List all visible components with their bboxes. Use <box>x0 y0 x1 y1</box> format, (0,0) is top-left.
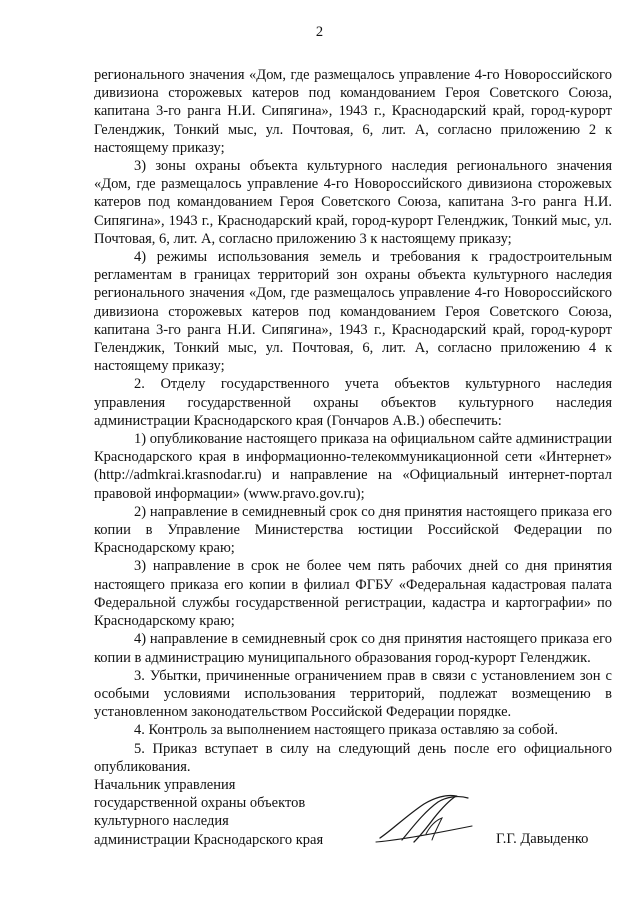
paragraph-continuation: регионального значения «Дом, где размещалось управление 4-го Новороссийского дивизиона сторожевых катеров под командованием Героя Советского Союза, капитана 3-го ранга Н.И. Сипягина», 1943 г., Краснодарский край, город-курорт Геленджик, Тонкий мыс, ул. Почтовая, 6, лит. А, согласно приложению 2 к настоящему приказу; <box>94 67 612 156</box>
paragraph-section-5: 5. Приказ вступает в силу на следующий день после его официального опубликования. <box>94 740 612 775</box>
page-number: 2 <box>315 24 324 40</box>
paragraph-item-4: 4) режимы использования земель и требования к градостроительным регламентам в границах территорий зон охраны объекта культурного наследия регионального значения «Дом, где размещалось управление 4-го Новороссийского дивизиона сторожевых катеров под командованием Героя Советского Союза, капитана 3-го ранга Н.И. Сипягина», 1943 г., Краснодарский край, город-курорт Геленджик, Тонкий мыс, ул. Почтовая, 6, лит. А, согласно приложению 4 к настоящему приказу; <box>94 249 612 375</box>
paragraph-section-4: 4. Контроль за выполнением настоящего приказа оставляю за собой. <box>134 722 558 739</box>
signatory-title-line: администрации Краснодарского края <box>94 831 324 848</box>
paragraph-subitem-3: 3) направление в срок не более чем пять рабочих дней со дня принятия настоящего приказа его копии в филиал ФГБУ «Федеральная кадастровая палата Федеральной службы государственной регистрации, кадастра и картографии» по Краснодарскому краю; <box>94 558 612 630</box>
paragraph-subitem-4: 4) направление в семидневный срок со дня принятия настоящего приказа его копии в администрацию муниципального образования город-курорт Геленджик. <box>94 631 612 666</box>
paragraph-section-3: 3. Убытки, причиненные ограничением прав в связи с установлением зон с особыми условиями использования территорий, подлежат возмещению в установленном законодательством Российской Федерации порядке. <box>94 667 612 721</box>
signatory-title-line: государственной охраны объектов <box>94 795 306 812</box>
paragraph-section-2: 2. Отделу государственного учета объектов культурного наследия управления государственной охраны объектов культурного наследия администрации Краснодарского края (Гончаров А.В.) обеспечить: <box>94 376 612 429</box>
signatory-title <box>94 776 354 849</box>
paragraph-item-3: 3) зоны охраны объекта культурного наследия регионального значения «Дом, где размещалось управление 4-го Новороссийского дивизиона сторожевых катеров под командованием Героя Советского Союза, капитана 3-го ранга Н.И. Сипягина», 1943 г., Краснодарский край, город-курорт Геленджик, Тонкий мыс, ул. Почтовая, 6, лит. А, согласно приложению 3 к настоящему приказу; <box>94 158 612 247</box>
paragraph-subitem-1: 1) опубликование настоящего приказа на официальном сайте администрации Краснодарского края в информационно-телекоммуникационной сети «Интернет» (http://admkrai.krasnodar.ru) и направление на «Официальный интернет-портал правовой информации» (www.pravo.gov.ru); <box>94 431 612 502</box>
signatory-title-line: культурного наследия <box>94 813 229 830</box>
signatory-title-line: Начальник управления <box>94 777 236 793</box>
handwritten-signature <box>372 790 476 848</box>
document-body <box>94 66 612 776</box>
paragraph-subitem-2: 2) направление в семидневный срок со дня принятия настоящего приказа его копии в Управление Министерства юстиции Российской Федерации по Краснодарскому краю; <box>94 503 612 557</box>
signatory-name: Г.Г. Давыденко <box>496 831 589 847</box>
